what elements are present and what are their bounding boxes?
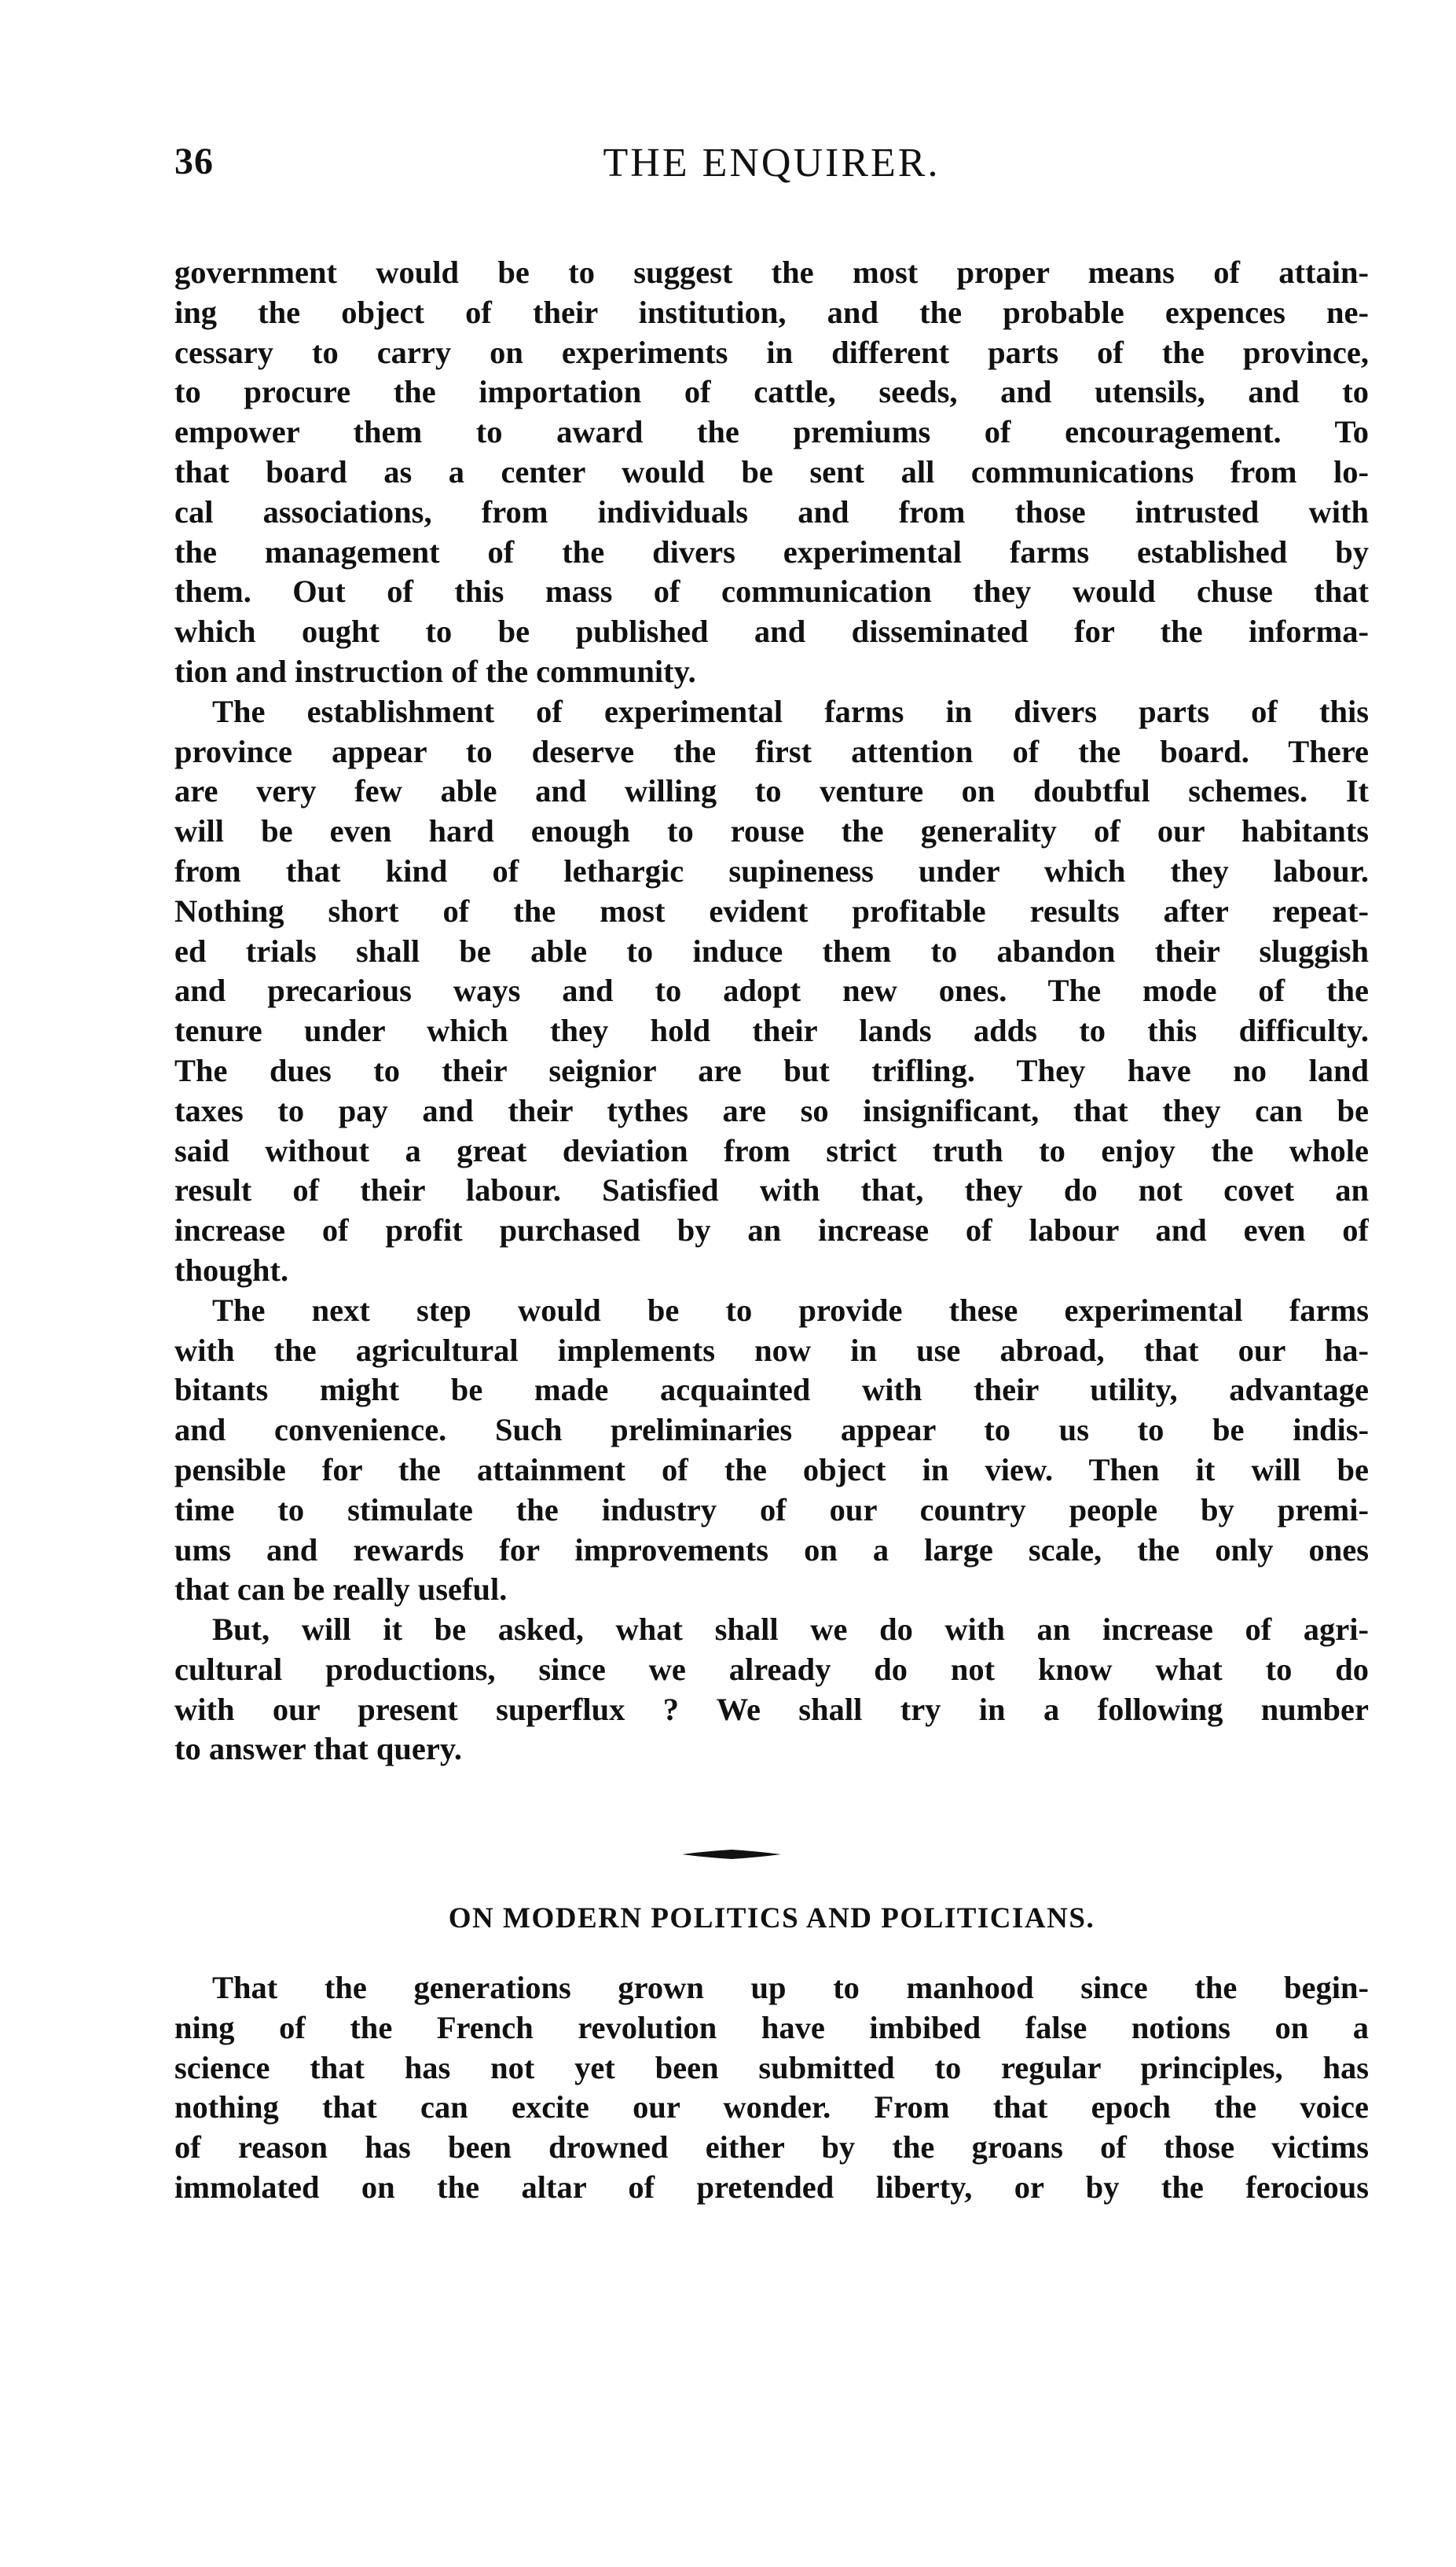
text-line: science that has not yet been submitted to regular principles, has	[174, 2049, 1369, 2085]
section-body	[174, 1968, 1369, 2208]
text-line: empower them to award the premiums of encouragement. To	[174, 414, 1369, 450]
text-line: and convenience. Such preliminaries appear to us to be indis-	[174, 1412, 1369, 1448]
text-line: that board as a center would be sent all communications from lo-	[174, 453, 1369, 490]
text-line: thought.	[174, 1252, 289, 1288]
text-line: will be even hard enough to rouse the generality of our habitants	[174, 813, 1369, 849]
text-line: That the generations grown up to manhood since the begin-	[212, 1970, 1369, 2005]
text-line: tion and instruction of the community.	[174, 653, 696, 689]
text-line: Nothing short of the most evident profitable results after repeat-	[174, 893, 1369, 929]
running-head: THE ENQUIRER.	[603, 141, 941, 185]
text-line: cal associations, from individuals and from those intrusted with	[174, 493, 1369, 530]
text-line: result of their labour. Satisfied with that, they do not covet an	[174, 1172, 1369, 1208]
text-line: that can be really useful.	[174, 1571, 508, 1608]
text-line: the management of the divers experimental farms established by	[174, 534, 1369, 570]
text-line: them. Out of this mass of communication they would chuse that	[174, 574, 1369, 610]
text-line: cultural productions, since we already do not know what to do	[174, 1651, 1369, 1687]
text-line: province appear to deserve the first attention of the board. There	[174, 733, 1369, 769]
text-line: tenure under which they hold their lands adds to this difficulty.	[174, 1013, 1369, 1049]
text-line: which ought to be published and disseminated for the informa-	[174, 614, 1369, 650]
text-line: are very few able and willing to venture on doubtful schemes. It	[174, 773, 1369, 809]
text-line: increase of profit purchased by an increase of labour and even of	[174, 1212, 1369, 1249]
text-line: ed trials shall be able to induce them to abandon their sluggish	[174, 933, 1369, 969]
text-line: bitants might be made acquainted with their utility, advantage	[174, 1372, 1369, 1408]
text-line: with the agricultural implements now in use abroad, that our ha-	[174, 1332, 1369, 1368]
text-line: The dues to their seignior are but trifling. They have no land	[174, 1052, 1369, 1088]
text-line: government would be to suggest the most proper means of attain-	[174, 255, 1369, 290]
text-line: of reason has been drowned either by the groans of those victims	[174, 2129, 1369, 2165]
text-line: immolated on the altar of pretended liberty, or by the ferocious	[174, 2169, 1369, 2205]
text-line: taxes to pay and their tythes are so insignificant, that they can be	[174, 1092, 1369, 1128]
text-line: to answer that query.	[174, 1731, 463, 1767]
text-line: ing the object of their institution, and the probable expences ne-	[174, 294, 1369, 330]
text-line: ning of the French revolution have imbibed false notions on a	[174, 2009, 1369, 2045]
article-body	[174, 253, 1369, 1769]
text-line: nothing that can excite our wonder. From that epoch the voice	[174, 2089, 1369, 2125]
text-line: ums and rewards for improvements on a large scale, the only ones	[174, 1531, 1369, 1568]
text-line: with our present superflux ? We shall try in a following number	[174, 1691, 1369, 1727]
text-line: to procure the importation of cattle, seeds, and utensils, and to	[174, 374, 1369, 410]
page-header	[174, 140, 1369, 203]
text-line: The next step would be to provide these experimental farms	[212, 1292, 1369, 1328]
page-number: 36	[174, 141, 214, 182]
text-line: cessary to carry on experiments in different parts of the province,	[174, 334, 1369, 370]
text-line: The establishment of experimental farms in divers parts of this	[212, 693, 1369, 729]
text-line: and precarious ways and to adopt new ones. The mode of the	[174, 973, 1369, 1009]
text-line: from that kind of lethargic supineness under which they labour.	[174, 853, 1369, 889]
section-heading: ON MODERN POLITICS AND POLITICIANS.	[448, 1902, 1095, 1934]
text-line: said without a great deviation from strict truth to enjoy the whole	[174, 1132, 1369, 1168]
text-line: time to stimulate the industry of our country people by premi-	[174, 1491, 1369, 1527]
section-divider-rule	[682, 1850, 781, 1859]
text-line: But, will it be asked, what shall we do with an increase of agri-	[212, 1612, 1369, 1648]
text-line: pensible for the attainment of the object in view. Then it will be	[174, 1451, 1369, 1487]
